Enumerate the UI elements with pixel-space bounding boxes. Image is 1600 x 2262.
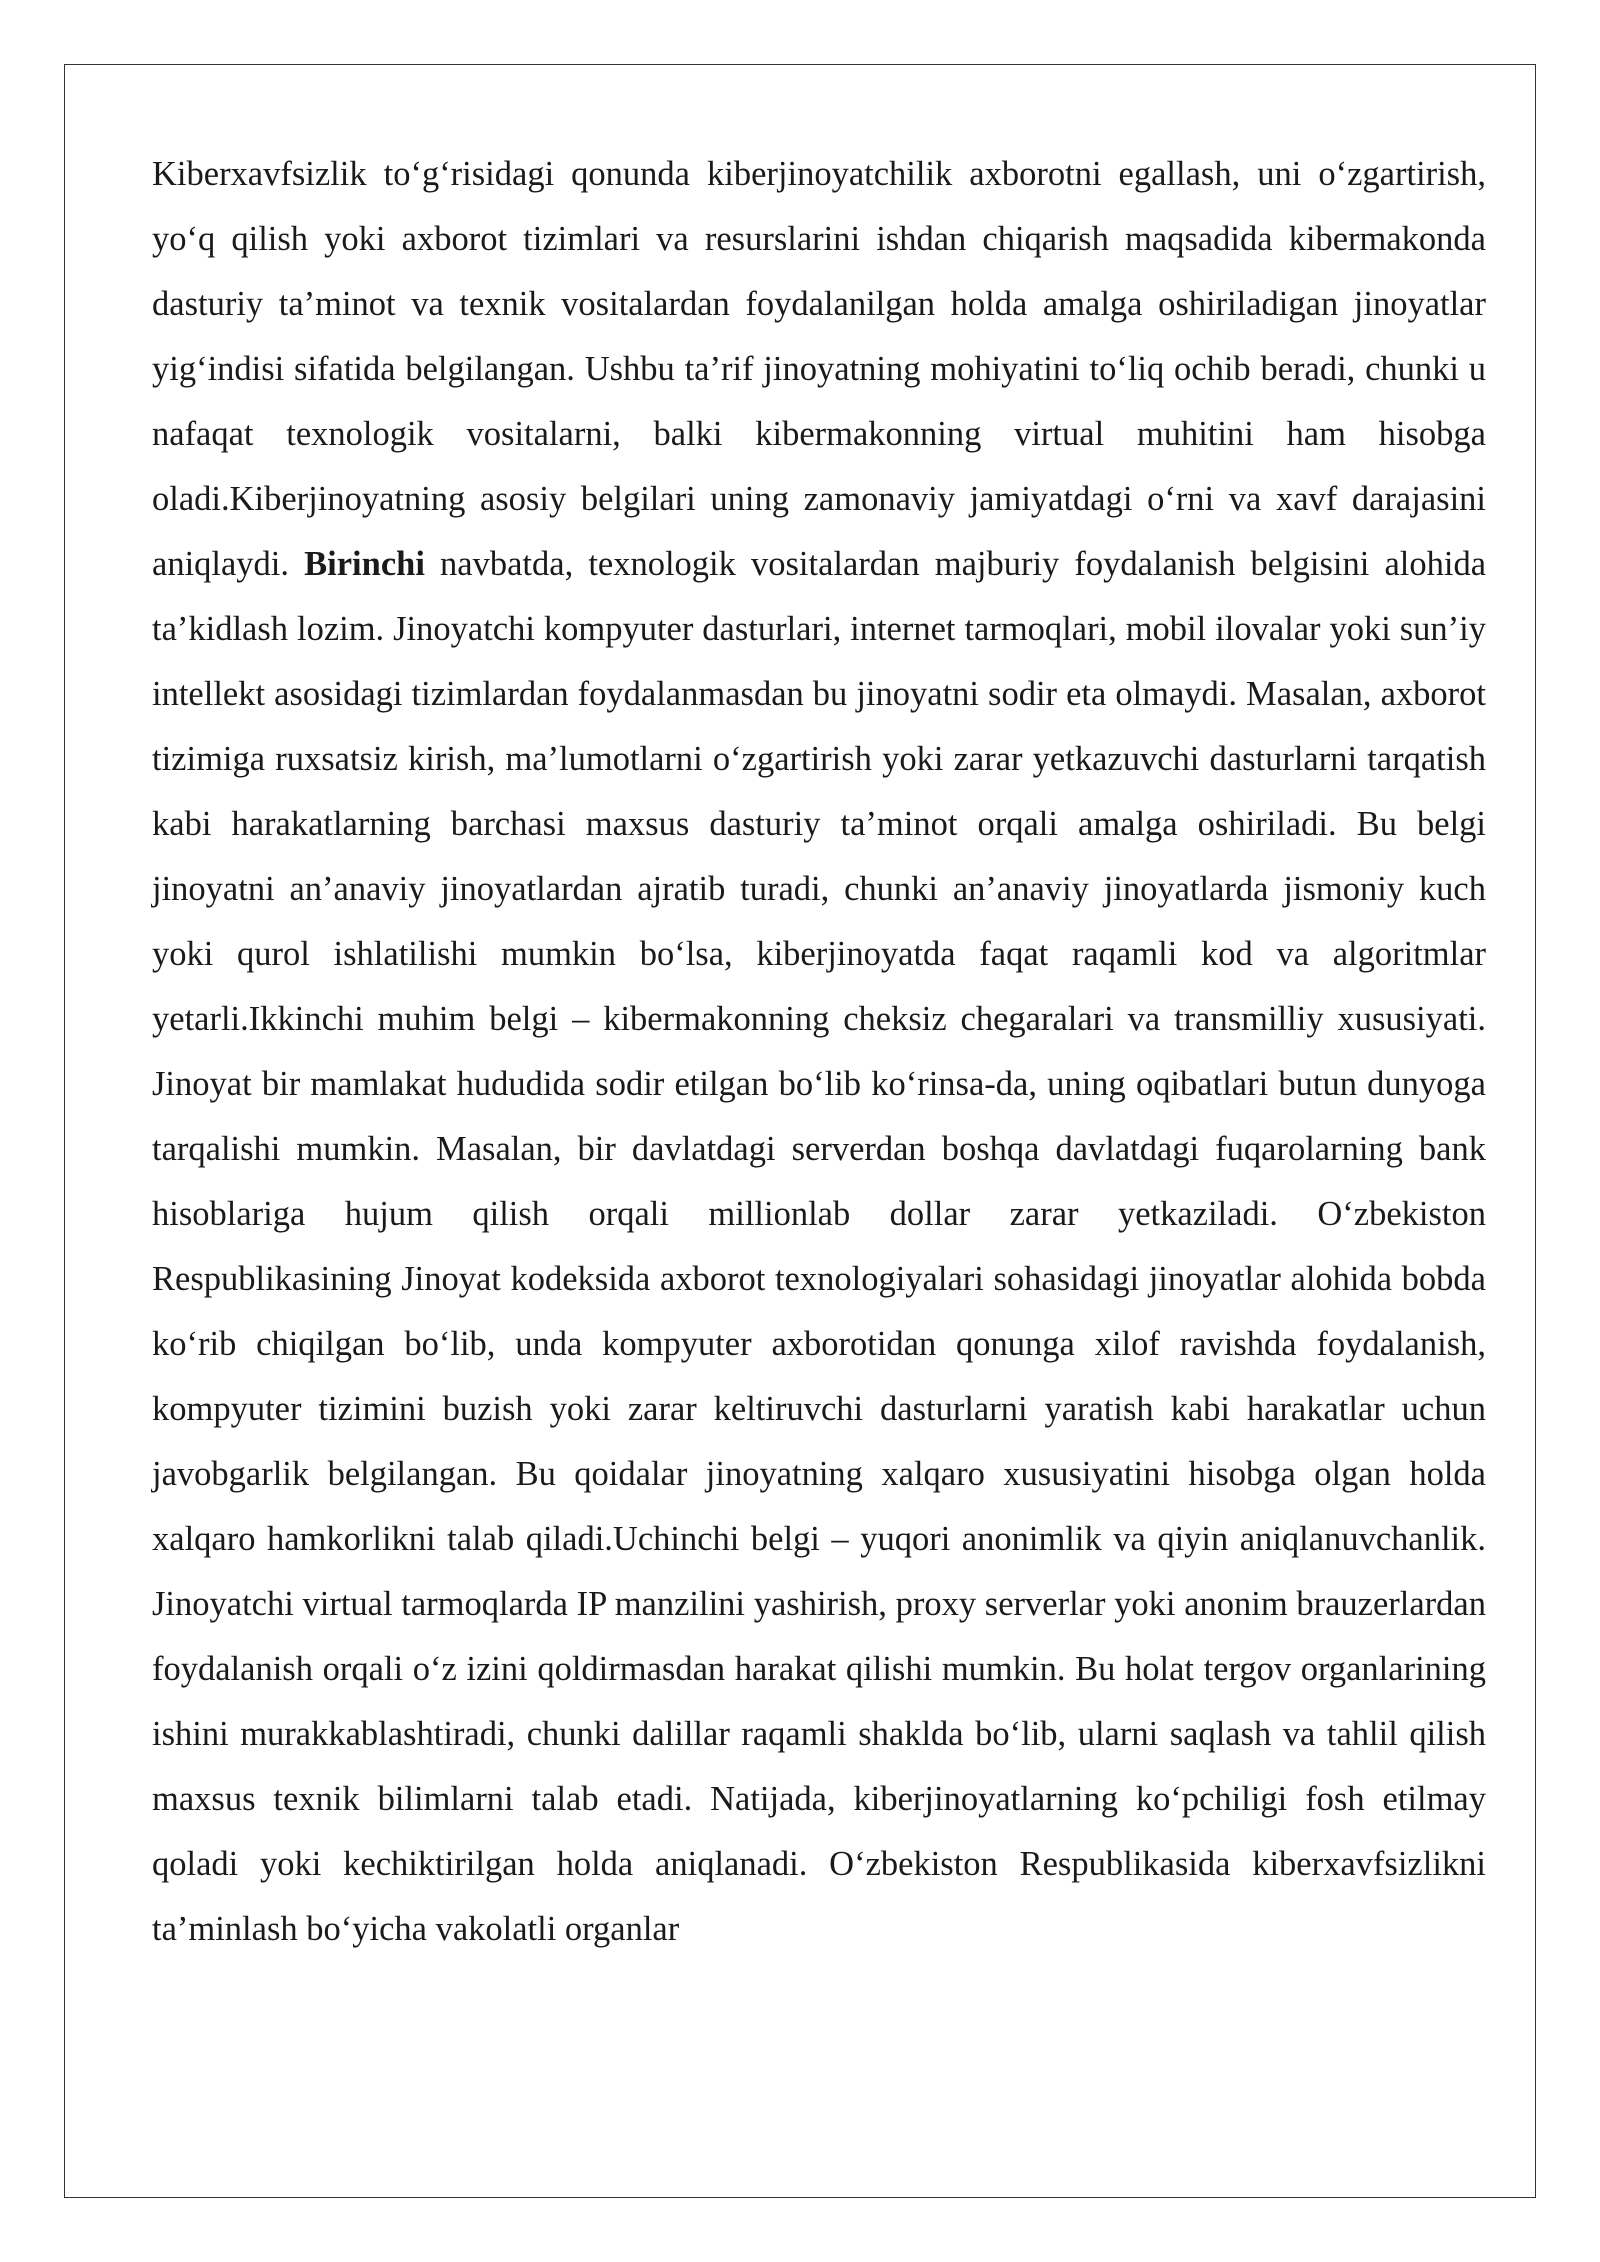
paragraph-text-part-1: Kiberxavfsizlik to‘g‘risidagi qonunda kiberjinoyatchilik axborotni egallash, uni o‘zgartirish, yo‘q qilish yoki axborot tizimlari va resurslarini ishdan chiqarish maqsadida kibermakonda dasturiy ta’minot va texnik vositalardan foydalanilgan holda amalga oshiriladigan jinoyatlar yig‘indisi sifatida belgilangan. Ushbu ta’rif jinoyatning mohiyatini to‘liq ochib beradi, chunki u nafaqat texnologik vositalarni, balki kibermakonning virtual muhitini ham hisobga oladi.Kiberjinoyatning asosiy belgilari uning zamonaviy jamiyatdagi o‘rni va xavf darajasini aniqlaydi.	[152, 155, 1486, 583]
body-paragraph	[152, 142, 1486, 1962]
paragraph-text-part-2: navbatda, texnologik vositalardan majburiy foydalanish belgisini alohida ta’kidlash lozim. Jinoyatchi kompyuter dasturlari, internet tarmoqlari, mobil ilovalar yoki sun’iy intellekt asosidagi tizimlardan foydalanmasdan bu jinoyatni sodir eta olmaydi. Masalan, axborot tizimiga ruxsatsiz kirish, ma’lumotlarni o‘zgartirish yoki zarar yetkazuvchi dasturlarni tarqatish kabi harakatlarning barchasi maxsus dasturiy ta’minot orqali amalga oshiriladi. Bu belgi jinoyatni an’anaviy jinoyatlardan ajratib turadi, chunki an’anaviy jinoyatlarda jismoniy kuch yoki qurol ishlatilishi mumkin bo‘lsa, kiberjinoyatda faqat raqamli kod va algoritmlar yetarli.Ikkinchi muhim belgi – kibermakonning cheksiz chegaralari va transmilliy xususiyati. Jinoyat bir mamlakat hududida sodir etilgan bo‘lib ko‘rinsa-da, uning oqibatlari butun dunyoga tarqalishi mumkin. Masalan, bir davlatdagi serverdan boshqa davlatdagi fuqarolarning bank hisoblariga hujum qilish orqali millionlab dollar zarar yetkaziladi. O‘zbekiston Respublikasining Jinoyat kodeksida axborot texnologiyalari sohasidagi jinoyatlar alohida bobda ko‘rib chiqilgan bo‘lib, unda kompyuter axborotidan qonunga xilof ravishda foydalanish, kompyuter tizimini buzish yoki zarar keltiruvchi dasturlarni yaratish kabi harakatlar uchun javobgarlik belgilangan. Bu qoidalar jinoyatning xalqaro xususiyatini hisobga olgan holda xalqaro hamkorlikni talab qiladi.Uchinchi belgi – yuqori anonimlik va qiyin aniqlanuvchanlik. Jinoyatchi virtual tarmoqlarda IP manzilini yashirish, proxy serverlar yoki anonim brauzerlardan foydalanish orqali o‘z izini qoldirmasdan harakat qilishi mumkin. Bu holat tergov organlarining ishini murakkablashtiradi, chunki dalillar raqamli shaklda bo‘lib, ularni saqlash va tahlil qilish maxsus texnik bilimlarni talab etadi. Natijada, kiberjinoyatlarning ko‘pchiligi fosh etilmay qoladi yoki kechiktirilgan holda aniqlanadi. O‘zbekiston Respublikasida kiberxavfsizlikni ta’minlash bo‘yicha vakolatli organlar	[152, 545, 1487, 1948]
bold-term-birinchi: Birinchi	[304, 545, 425, 583]
